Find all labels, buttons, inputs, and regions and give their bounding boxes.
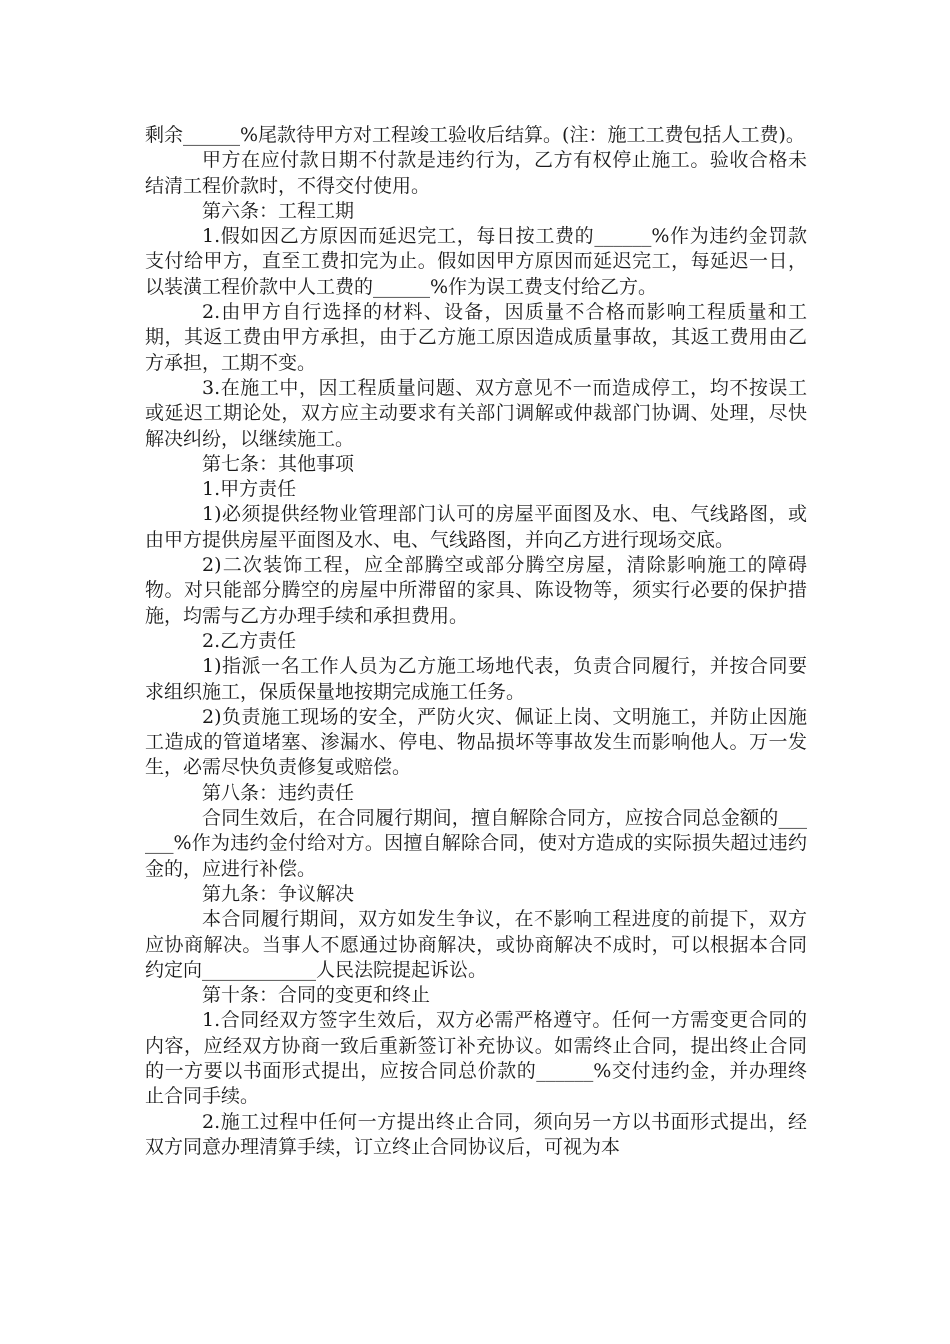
paragraph-10-1: 1.合同经双方签字生效后，双方必需严格遵守。任何一方需变更合同的内容，应经双方协商一致后重新签订补充协议。如需终止合同，提出终止合同的一方要以书面形式提出，应按合同总价款的______%交付违约金，并办理终止合同手续。 xyxy=(145,1009,807,1108)
paragraph-late-payment: 甲方在应付款日期不付款是违约行为，乙方有权停止施工。验收合格未结清工程价款时，不得交付使用。 xyxy=(145,149,807,197)
paragraph-8: 合同生效后，在合同履行期间，擅自解除合同方，应按合同总金额的______%作为违约金付给对方。因擅自解除合同，使对方造成的实际损失超过违约金的，应进行补偿。 xyxy=(145,807,807,880)
paragraph-7-2-2: 2)负责施工现场的安全，严防火灾、佩证上岗、文明施工，并防止因施工造成的管道堵塞、渗漏水、停电、物品损坏等事故发生而影响他人。万一发生，必需尽快负责修复或赔偿。 xyxy=(145,705,807,779)
heading-article-7: 第七条：其他事项 xyxy=(202,452,355,475)
paragraph-10-2: 2.施工过程中任何一方提出终止合同，须向另一方以书面形式提出，经双方同意办理清算手续，订立终止合同协议后，可视为本 xyxy=(145,1110,807,1158)
heading-article-8: 第八条：违约责任 xyxy=(202,781,355,804)
paragraph-6-3: 3.在施工中，因工程质量问题、双方意见不一而造成停工，均不按误工或延迟工期论处，双方应主动要求有关部门调解或仲裁部门协调、处理，尽快解决纠纷，以继续施工。 xyxy=(145,376,807,450)
document-body xyxy=(145,123,807,1160)
paragraph-7-1-2: 2)二次装饰工程，应全部腾空或部分腾空房屋，清除影响施工的障碍物。对只能部分腾空的房屋中所滞留的家具、陈设物等，须实行必要的保护措施，均需与乙方办理手续和承担费用。 xyxy=(145,554,807,627)
paragraph-7-1-1: 1)必须提供经物业管理部门认可的房屋平面图及水、电、气线路图，或由甲方提供房屋平面图及水、电、气线路图，并向乙方进行现场交底。 xyxy=(145,503,807,551)
paragraph-7-2-1: 1)指派一名工作人员为乙方施工场地代表，负责合同履行，并按合同要求组织施工，保质保量地按期完成施工任务。 xyxy=(145,655,807,703)
heading-article-10: 第十条：合同的变更和终止 xyxy=(202,984,431,1007)
subheading-party-b: 2.乙方责任 xyxy=(202,629,297,652)
subheading-party-a: 1.甲方责任 xyxy=(202,478,297,501)
paragraph-balance-payment: 剩余______%尾款待甲方对工程竣工验收后结算。(注：施工工费包括人工费)。 xyxy=(145,124,805,146)
paragraph-6-1: 1.假如因乙方原因而延迟完工，每日按工费的______%作为违约金罚款支付给甲方，直至工费扣完为止。假如因甲方原因而延迟完工，每延迟一日，以装潢工程价款中人工费的______%作为误工费支付给乙方。 xyxy=(145,225,807,298)
paragraph-6-2: 2.由甲方自行选择的材料、设备，因质量不合格而影响工程质量和工期，其返工费由甲方承担，由于乙方施工原因造成质量事故，其返工费用由乙方承担，工期不变。 xyxy=(145,301,807,374)
paragraph-9: 本合同履行期间，双方如发生争议，在不影响工程进度的前提下，双方应协商解决。当事人不愿通过协商解决，或协商解决不成时，可以根据本合同约定向____________人民法院提起诉讼。 xyxy=(145,908,807,981)
heading-article-9: 第九条：争议解决 xyxy=(202,882,355,905)
heading-article-6: 第六条：工程工期 xyxy=(202,199,355,222)
